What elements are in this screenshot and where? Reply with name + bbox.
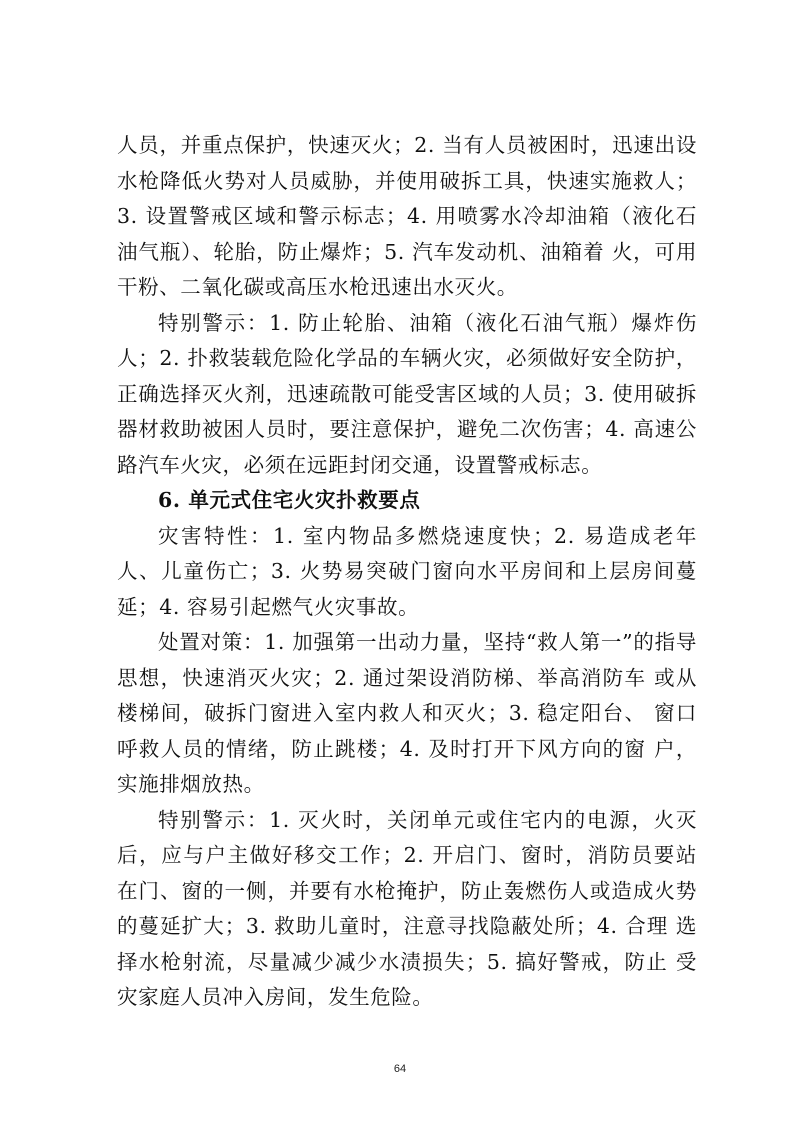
special-warning-paragraph: 特别警示：1. 防止轮胎、油箱（液化石油气瓶）爆炸伤人；2. 扑救装载危险化学品的车辆火灾，必须做好安全防护， 正确选择灭火剂，迅速疏散可能受害区域的人员；3. 使用破拆器材救助被困人员时，要注意保护，避免二次伤害；4. 高速公路汽车火灾，必须在远距封闭交通，设置警戒标志。 (117, 310, 697, 477)
disaster-characteristics-paragraph: 灾害特性：1. 室内物品多燃烧速度快；2. 易造成老年人、儿童伤亡；3. 火势易突破门窗向水平房间和上层房间蔓延；4. 容易引起燃气火灾事故。 (117, 523, 697, 619)
continuation-paragraph: 人员，并重点保护，快速灭火；2. 当有人员被困时，迅速出设水枪降低火势对人员威胁，并使用破拆工具，快速实施救人；3. 设置警戒区域和警示标志；4. 用喷雾水冷却油箱（液化石油气瓶）、轮胎，防止爆炸；5. 汽车发动机、油箱着 火，可用干粉、二氧化碳或高压水枪迅速出水灭火。 (117, 133, 697, 299)
response-measures-paragraph: 处置对策：1. 加强第一出动力量，坚持“救人第一”的指导思想，快速消灭火灾；2. 通过架设消防梯、举高消防车 或从楼梯间，破拆门窗进入室内救人和灭火；3. 稳定阳台、 窗口呼救人员的情绪，防止跳楼；4. 及时打开下风方向的窗 户，实施排烟放热。 (117, 630, 697, 796)
page-number: 64 (393, 1063, 407, 1075)
section-6-warning-paragraph: 特别警示：1. 灭火时，关闭单元或住宅内的电源，火灭后，应与户主做好移交工作；2. 开启门、窗时，消防员要站 在门、窗的一侧，并要有水枪掩护，防止轰燃伤人或造成火势的蔓延扩大；3. 救助儿童时，注意寻找隐蔽处所；4. 合理 选择水枪射流，尽量减少减少水渍损失；5. 搞好警戒，防止 受灾家庭人员冲入房间，发生危险。 (117, 807, 697, 1009)
section-6-content (117, 483, 697, 1016)
section-heading: 6. 单元式住宅火灾扑救要点 (158, 488, 421, 512)
previous-section-content (117, 128, 697, 483)
